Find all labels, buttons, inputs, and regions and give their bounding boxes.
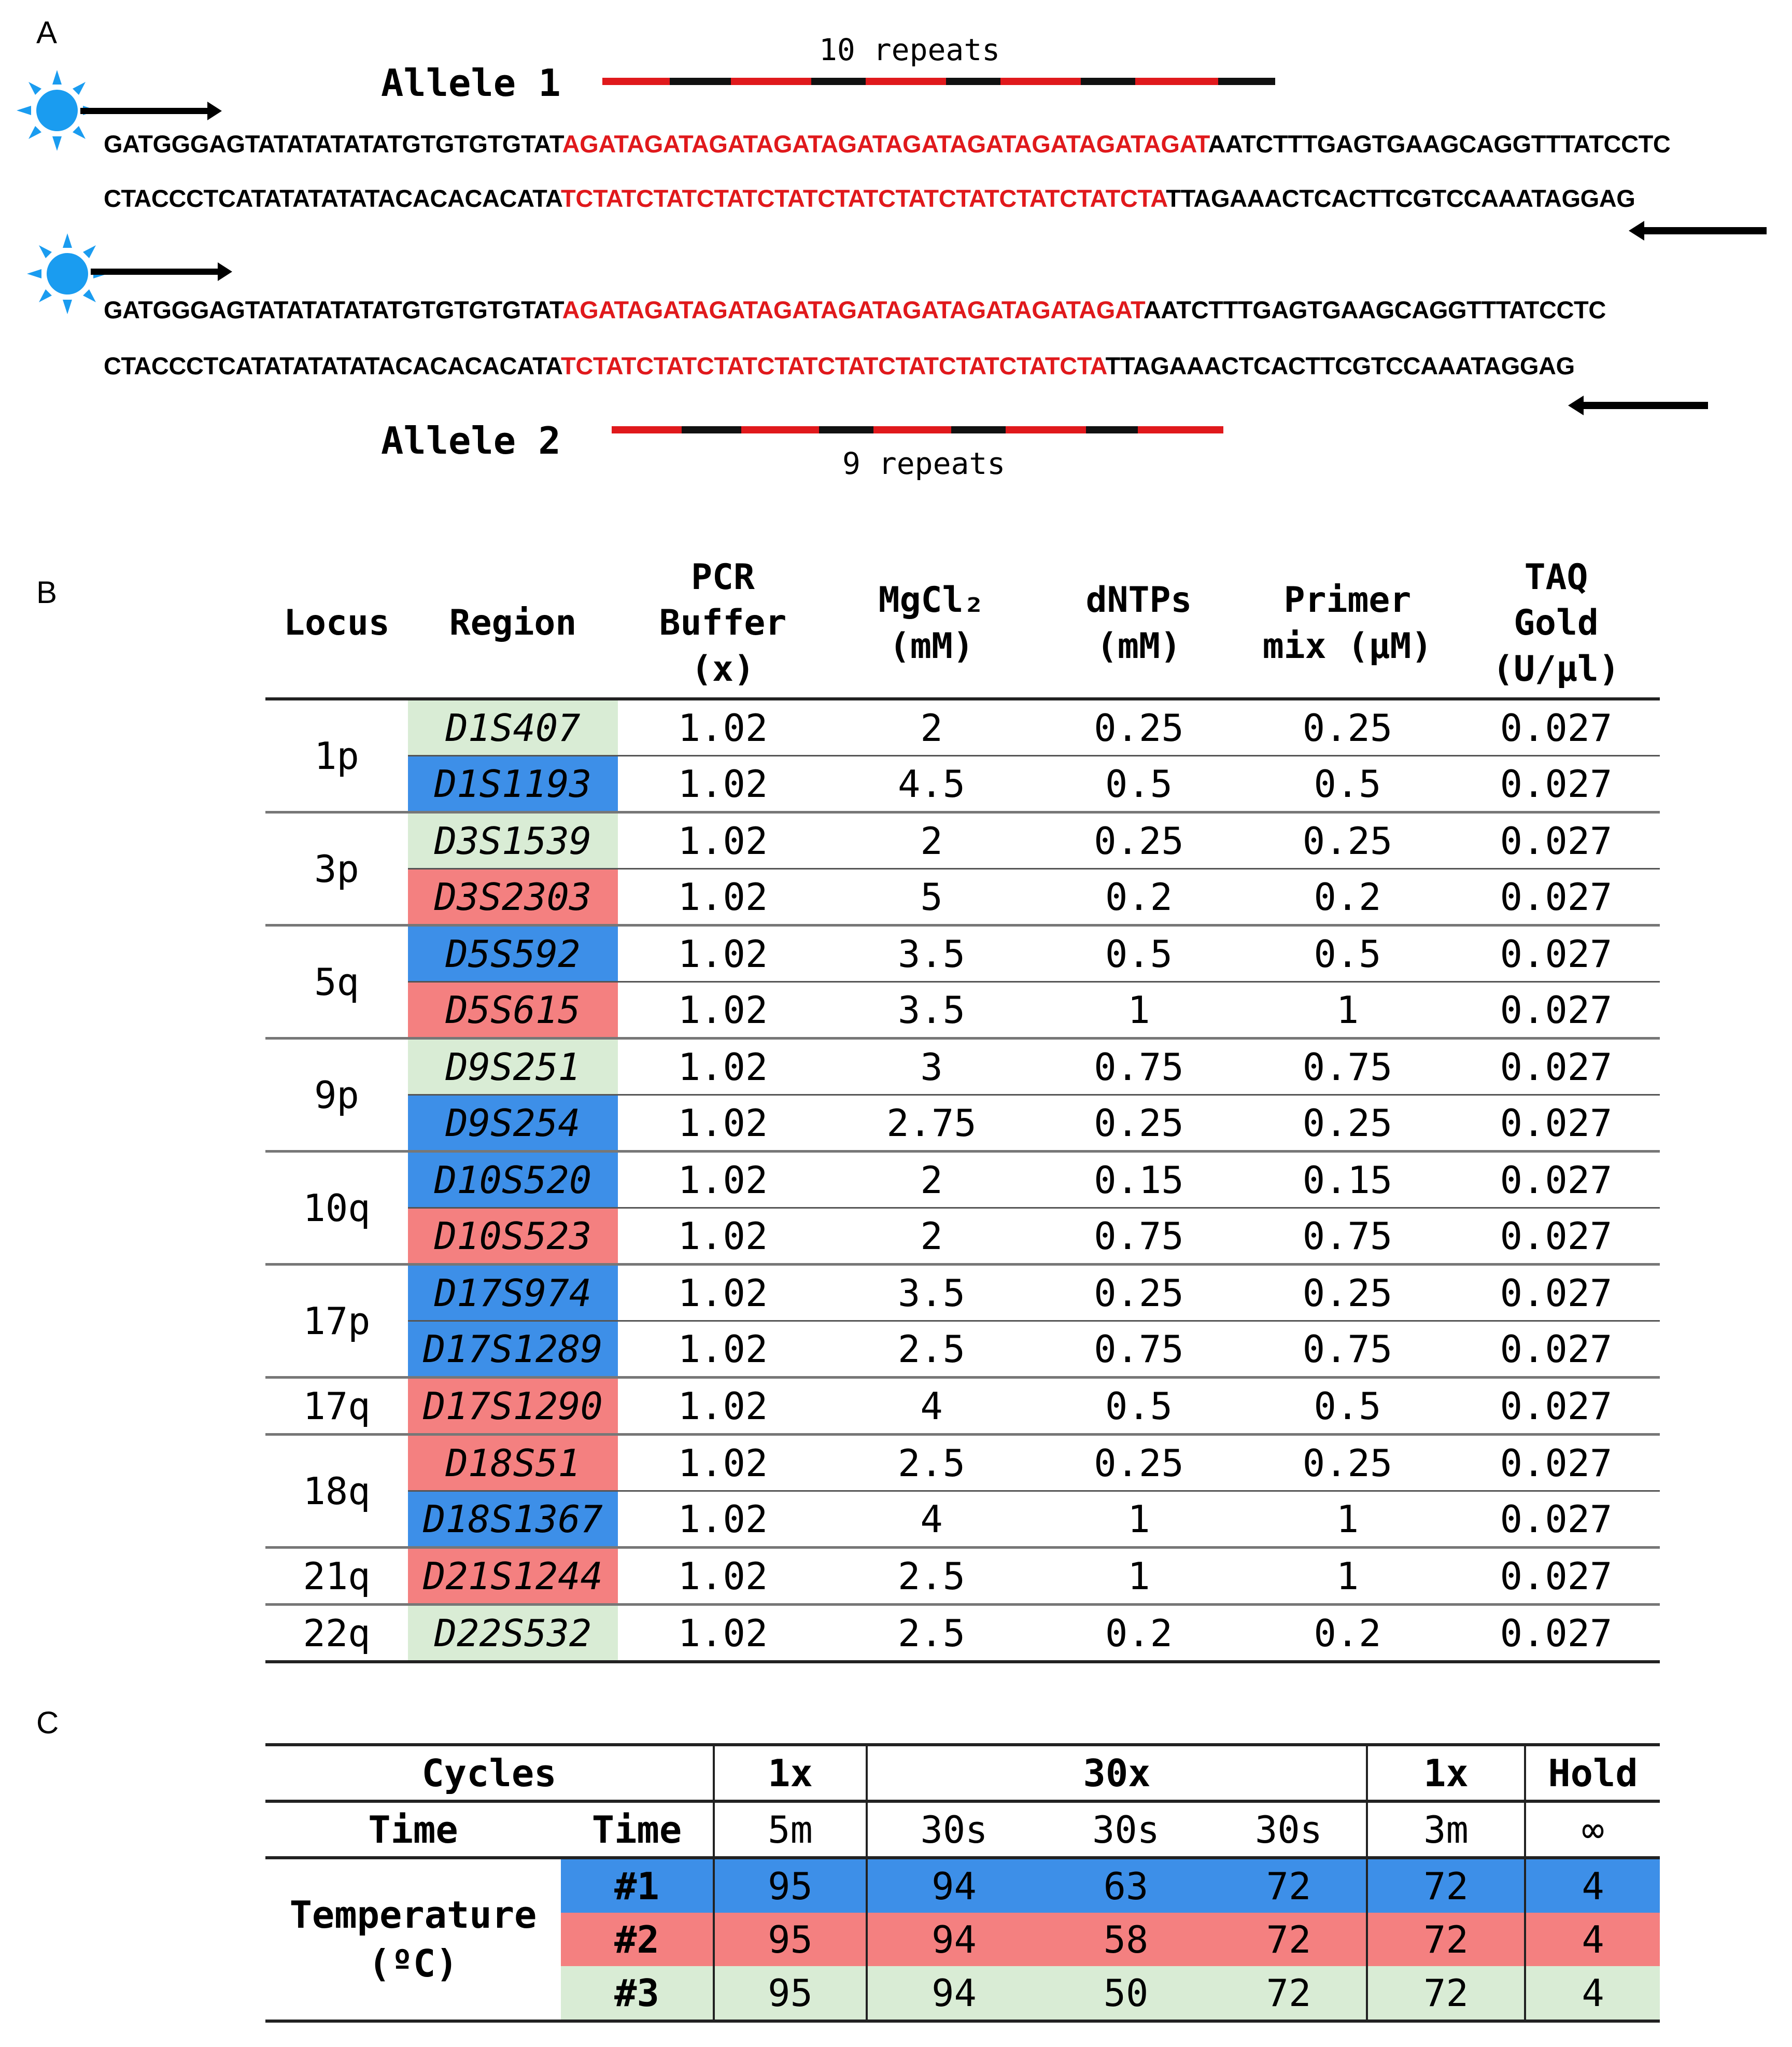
- seq-flank: AATCTTTGAGTGAAGCAGGTTTATCCTC: [1143, 296, 1606, 324]
- mgcl2-cell: 4: [920, 1497, 943, 1541]
- temp-cell: 72: [1211, 1858, 1367, 1913]
- dntps-cell: 0.75: [1094, 1327, 1184, 1371]
- temp-cell: 50: [1040, 1966, 1211, 2021]
- buffer-cell: 1.02: [678, 1045, 768, 1089]
- buffer-cell: 1.02: [678, 762, 768, 806]
- seq-flank: TTAGAAACTCACTTCGTCCAAATAGGAG: [1166, 185, 1635, 212]
- program-id: #1: [561, 1858, 714, 1913]
- pcr-cycling-table: [265, 1743, 1660, 2023]
- allele1-forward-sequence: [104, 130, 1670, 158]
- cycles-cell: 1x: [1367, 1745, 1525, 1801]
- table-row: [265, 1548, 1660, 1605]
- table-row: [265, 1378, 1660, 1435]
- primer-cell: 0.25: [1302, 1101, 1393, 1145]
- dntps-cell: 0.75: [1094, 1045, 1184, 1089]
- temp-cell: 58: [1040, 1913, 1211, 1966]
- mgcl2-cell: 4.5: [897, 762, 966, 806]
- forward-primer-arrow-icon: [80, 102, 222, 120]
- dntps-cell: 0.5: [1105, 762, 1173, 806]
- locus-cell: 3p: [314, 847, 359, 891]
- panel-a-graphics: [0, 0, 1792, 493]
- buffer-cell: 1.02: [678, 1214, 768, 1258]
- dntps-cell: 0.25: [1094, 819, 1184, 863]
- header-mgcl2: [828, 550, 1035, 699]
- header-line: (x): [691, 648, 755, 690]
- program-id: #3: [561, 1966, 714, 2021]
- temp-cell: 63: [1040, 1858, 1211, 1913]
- buffer-cell: 1.02: [678, 1327, 768, 1371]
- primer-cell: 0.75: [1302, 1214, 1393, 1258]
- region-cell: D21S1244: [408, 1548, 618, 1605]
- buffer-cell: 1.02: [678, 706, 768, 750]
- region-cell: D17S1289: [408, 1321, 618, 1378]
- panel-c-label: C: [36, 1705, 59, 1740]
- seq-repeat: AGATAGATAGATAGATAGATAGATAGATAGATAGAT: [562, 296, 1144, 324]
- primer-cell: 0.25: [1302, 819, 1393, 863]
- dntps-cell: 0.25: [1094, 706, 1184, 750]
- region-cell: D10S523: [408, 1208, 618, 1265]
- time-cell: 3m: [1367, 1801, 1525, 1858]
- dntps-cell: 0.75: [1094, 1214, 1184, 1258]
- taq-cell: 0.027: [1500, 1158, 1613, 1202]
- buffer-cell: 1.02: [678, 819, 768, 863]
- dntps-cell: 1: [1127, 988, 1150, 1032]
- table-row: [265, 1208, 1660, 1265]
- temperature-unit: (ºC): [368, 1941, 458, 1985]
- locus-cell: 17p: [303, 1299, 371, 1343]
- table-row: [265, 812, 1660, 869]
- taq-cell: 0.027: [1500, 1441, 1613, 1485]
- allele2-repeats-label: 9 repeats: [842, 446, 1006, 481]
- header-line: Buffer: [659, 602, 787, 644]
- header-line: PCR: [691, 556, 755, 598]
- header-line: (mM): [889, 625, 974, 667]
- buffer-cell: 1.02: [678, 1101, 768, 1145]
- buffer-cell: 1.02: [678, 1554, 768, 1598]
- panel-a-label: A: [36, 15, 58, 50]
- table-row: [265, 869, 1660, 926]
- region-cell: D5S592: [408, 926, 618, 982]
- table-row: [265, 1321, 1660, 1378]
- time-cell: 30s: [867, 1801, 1040, 1858]
- dntps-cell: 0.2: [1105, 1611, 1173, 1655]
- taq-cell: 0.027: [1500, 1497, 1613, 1541]
- table-row: [265, 926, 1660, 982]
- region-cell: D1S1193: [408, 756, 618, 812]
- buffer-cell: 1.02: [678, 875, 768, 919]
- seq-flank: CTACCCTCATATATATATACACACACATA: [104, 185, 561, 212]
- time-cell: 30s: [1092, 1807, 1160, 1852]
- region-cell: D1S407: [408, 699, 618, 756]
- temp-cell: 94: [867, 1858, 1040, 1913]
- temp-cell: 95: [714, 1858, 867, 1913]
- header-line: MgCl₂: [878, 580, 985, 621]
- table-row: [265, 1039, 1660, 1095]
- taq-cell: 0.027: [1500, 988, 1613, 1032]
- taq-cell: 0.027: [1500, 1611, 1613, 1655]
- allele1-repeat-bar: [602, 78, 1275, 85]
- header-line: dNTPs: [1085, 580, 1192, 621]
- reverse-primer-arrow-icon: [1568, 396, 1708, 415]
- table-row: [265, 1435, 1660, 1491]
- region-cell: D9S254: [408, 1095, 618, 1152]
- primer-cell: 0.5: [1314, 1384, 1381, 1428]
- header-line: (U/µl): [1492, 648, 1620, 690]
- dntps-cell: 1: [1127, 1497, 1150, 1541]
- taq-cell: 0.027: [1500, 819, 1613, 863]
- table-row: [265, 756, 1660, 812]
- dntps-cell: 0.25: [1094, 1441, 1184, 1485]
- primer-cell: 1: [1336, 1497, 1359, 1541]
- allele2-reverse-sequence: [104, 352, 1575, 380]
- primer-cell: 0.25: [1302, 1441, 1393, 1485]
- mgcl2-cell: 2: [920, 1214, 943, 1258]
- reverse-primer-arrow-icon: [1629, 221, 1767, 241]
- primer-cell: 0.2: [1314, 875, 1381, 919]
- time-cell: 5m: [714, 1801, 867, 1858]
- header-line: Primer: [1283, 580, 1412, 621]
- temp-cell: 72: [1211, 1913, 1367, 1966]
- taq-cell: 0.027: [1500, 1045, 1613, 1089]
- buffer-cell: 1.02: [678, 1384, 768, 1428]
- taq-cell: 0.027: [1500, 1384, 1613, 1428]
- mgcl2-cell: 3.5: [897, 932, 966, 976]
- dntps-cell: 0.25: [1094, 1101, 1184, 1145]
- mgcl2-cell: 5: [920, 875, 943, 919]
- header-primer-mix: [1243, 550, 1452, 699]
- temperature-label-line: Temperature: [289, 1892, 537, 1937]
- mgcl2-cell: 2: [920, 819, 943, 863]
- buffer-cell: 1.02: [678, 1158, 768, 1202]
- taq-cell: 0.027: [1500, 762, 1613, 806]
- seq-repeat: TCTATCTATCTATCTATCTATCTATCTATCTATCTATCTA: [561, 185, 1166, 212]
- primer-cell: 0.15: [1302, 1158, 1393, 1202]
- primer-cell: 0.5: [1314, 932, 1381, 976]
- mgcl2-cell: 2.5: [897, 1554, 966, 1598]
- buffer-cell: 1.02: [678, 988, 768, 1032]
- allele1-label: Allele 1: [381, 61, 561, 105]
- mgcl2-cell: 2.5: [897, 1327, 966, 1371]
- region-cell: D9S251: [408, 1039, 618, 1095]
- cycles-cell: 1x: [714, 1745, 867, 1801]
- temperature-label: [265, 1858, 561, 2021]
- dntps-cell: 0.15: [1094, 1158, 1184, 1202]
- buffer-cell: 1.02: [678, 1497, 768, 1541]
- primer-cell: 0.5: [1314, 762, 1381, 806]
- locus-cell: 18q: [303, 1469, 371, 1513]
- temp-cell: 4: [1525, 1966, 1660, 2021]
- allele1-reverse-sequence: [104, 184, 1635, 213]
- header-line: Gold: [1514, 602, 1599, 644]
- table-row: [265, 982, 1660, 1039]
- mgcl2-cell: 4: [920, 1384, 943, 1428]
- temp-cell: 4: [1525, 1913, 1660, 1966]
- buffer-cell: 1.02: [678, 932, 768, 976]
- primer-cell: 0.25: [1302, 1271, 1393, 1315]
- temp-cell: 95: [714, 1966, 867, 2021]
- temp-cell: 4: [1525, 1858, 1660, 1913]
- time-cell: 30s: [1254, 1807, 1323, 1852]
- seq-flank: CTACCCTCATATATATATACACACACATA: [104, 352, 561, 380]
- taq-cell: 0.027: [1500, 875, 1613, 919]
- seq-flank: GATGGGAGTATATATATATGTGTGTGTAT: [104, 296, 562, 324]
- forward-primer-arrow-icon: [91, 262, 232, 281]
- buffer-cell: 1.02: [678, 1271, 768, 1315]
- mgcl2-cell: 3.5: [897, 1271, 966, 1315]
- table-row: [265, 1152, 1660, 1208]
- table-row: [265, 1265, 1660, 1321]
- header-region: Region: [449, 602, 577, 644]
- seq-repeat: TCTATCTATCTATCTATCTATCTATCTATCTATCTA: [561, 352, 1106, 380]
- cycles-cell: Hold: [1525, 1745, 1660, 1801]
- seq-flank: AATCTTTGAGTGAAGCAGGTTTATCCTC: [1208, 130, 1671, 158]
- temp-cell: 72: [1367, 1858, 1525, 1913]
- mgcl2-cell: 2: [920, 706, 943, 750]
- locus-cell: 17q: [303, 1384, 371, 1428]
- panel-b-label: B: [36, 575, 58, 610]
- mgcl2-cell: 2: [920, 1158, 943, 1202]
- temp-cell: 72: [1367, 1966, 1525, 2021]
- allele2-forward-sequence: [104, 296, 1606, 324]
- dntps-cell: 0.2: [1105, 875, 1173, 919]
- buffer-cell: 1.02: [678, 1441, 768, 1485]
- table-row: [265, 1095, 1660, 1152]
- primer-cell: 0.75: [1302, 1045, 1393, 1089]
- region-cell: D10S520: [408, 1152, 618, 1208]
- cycles-row: [265, 1745, 1660, 1801]
- temp-cell: 94: [867, 1966, 1040, 2021]
- allele1-repeats-label: 10 repeats: [819, 32, 1000, 67]
- mgcl2-cell: 3.5: [897, 988, 966, 1032]
- mgcl2-cell: 3: [920, 1045, 943, 1089]
- buffer-cell: 1.02: [678, 1611, 768, 1655]
- seq-flank: TTAGAAACTCACTTCGTCCAAATAGGAG: [1105, 352, 1575, 380]
- primer-cell: 1: [1336, 1554, 1359, 1598]
- cycles-label: Cycles: [421, 1751, 557, 1795]
- region-cell: D3S1539: [408, 812, 618, 869]
- table-row: [265, 699, 1660, 756]
- primer-cell: 1: [1336, 988, 1359, 1032]
- temp-cell: 95: [714, 1913, 867, 1966]
- time-label-2: Time: [591, 1807, 682, 1852]
- time-cell: ∞: [1525, 1801, 1660, 1858]
- locus-cell: 22q: [303, 1611, 371, 1655]
- primer-cell: 0.2: [1314, 1611, 1381, 1655]
- table-row: [265, 1491, 1660, 1548]
- program-id: #2: [561, 1913, 714, 1966]
- header-line: mix (µM): [1262, 625, 1433, 667]
- taq-cell: 0.027: [1500, 1327, 1613, 1371]
- table-header-row: [265, 550, 1660, 699]
- allele2-label: Allele 2: [381, 419, 561, 462]
- taq-cell: 0.027: [1500, 1554, 1613, 1598]
- dntps-cell: 0.5: [1105, 932, 1173, 976]
- region-cell: D18S51: [408, 1435, 618, 1491]
- header-taq-gold: [1452, 550, 1660, 699]
- dntps-cell: 1: [1127, 1554, 1150, 1598]
- taq-cell: 0.027: [1500, 932, 1613, 976]
- locus-cell: 1p: [314, 734, 359, 778]
- mgcl2-cell: 2.5: [897, 1441, 966, 1485]
- allele2-repeat-bar: [612, 426, 1223, 433]
- temp-cell: 94: [867, 1913, 1040, 1966]
- seq-repeat: AGATAGATAGATAGATAGATAGATAGATAGATAGATAGAT: [562, 130, 1208, 158]
- header-pcr-buffer: [618, 550, 828, 699]
- header-dntps: [1035, 550, 1243, 699]
- header-line: (mM): [1096, 625, 1181, 667]
- taq-cell: 0.027: [1500, 1101, 1613, 1145]
- region-cell: D18S1367: [408, 1491, 618, 1548]
- mgcl2-cell: 2.5: [897, 1611, 966, 1655]
- region-cell: D5S615: [408, 982, 618, 1039]
- primer-cell: 0.25: [1302, 706, 1393, 750]
- cycles-cell: 30x: [867, 1745, 1367, 1801]
- locus-cell: 9p: [314, 1073, 359, 1117]
- seq-flank: GATGGGAGTATATATATATGTGTGTGTAT: [104, 130, 562, 158]
- taq-cell: 0.027: [1500, 706, 1613, 750]
- taq-cell: 0.027: [1500, 1214, 1613, 1258]
- header-line: TAQ: [1524, 556, 1588, 598]
- program-row: [265, 1858, 1660, 1913]
- region-cell: D17S1290: [408, 1378, 618, 1435]
- locus-cell: 21q: [303, 1554, 371, 1598]
- dntps-cell: 0.25: [1094, 1271, 1184, 1315]
- temp-cell: 72: [1367, 1913, 1525, 1966]
- pcr-reagents-table: [265, 550, 1660, 1663]
- header-locus: Locus: [284, 602, 390, 644]
- time-label: Time: [368, 1807, 458, 1852]
- region-cell: D22S532: [408, 1605, 618, 1662]
- locus-cell: 5q: [314, 960, 359, 1004]
- mgcl2-cell: 2.75: [886, 1101, 977, 1145]
- locus-cell: 10q: [303, 1186, 371, 1230]
- dntps-cell: 0.5: [1105, 1384, 1173, 1428]
- taq-cell: 0.027: [1500, 1271, 1613, 1315]
- table-row: [265, 1605, 1660, 1662]
- region-cell: D3S2303: [408, 869, 618, 926]
- region-cell: D17S974: [408, 1265, 618, 1321]
- temp-cell: 72: [1211, 1966, 1367, 2021]
- primer-cell: 0.75: [1302, 1327, 1393, 1371]
- time-row: [265, 1801, 1660, 1858]
